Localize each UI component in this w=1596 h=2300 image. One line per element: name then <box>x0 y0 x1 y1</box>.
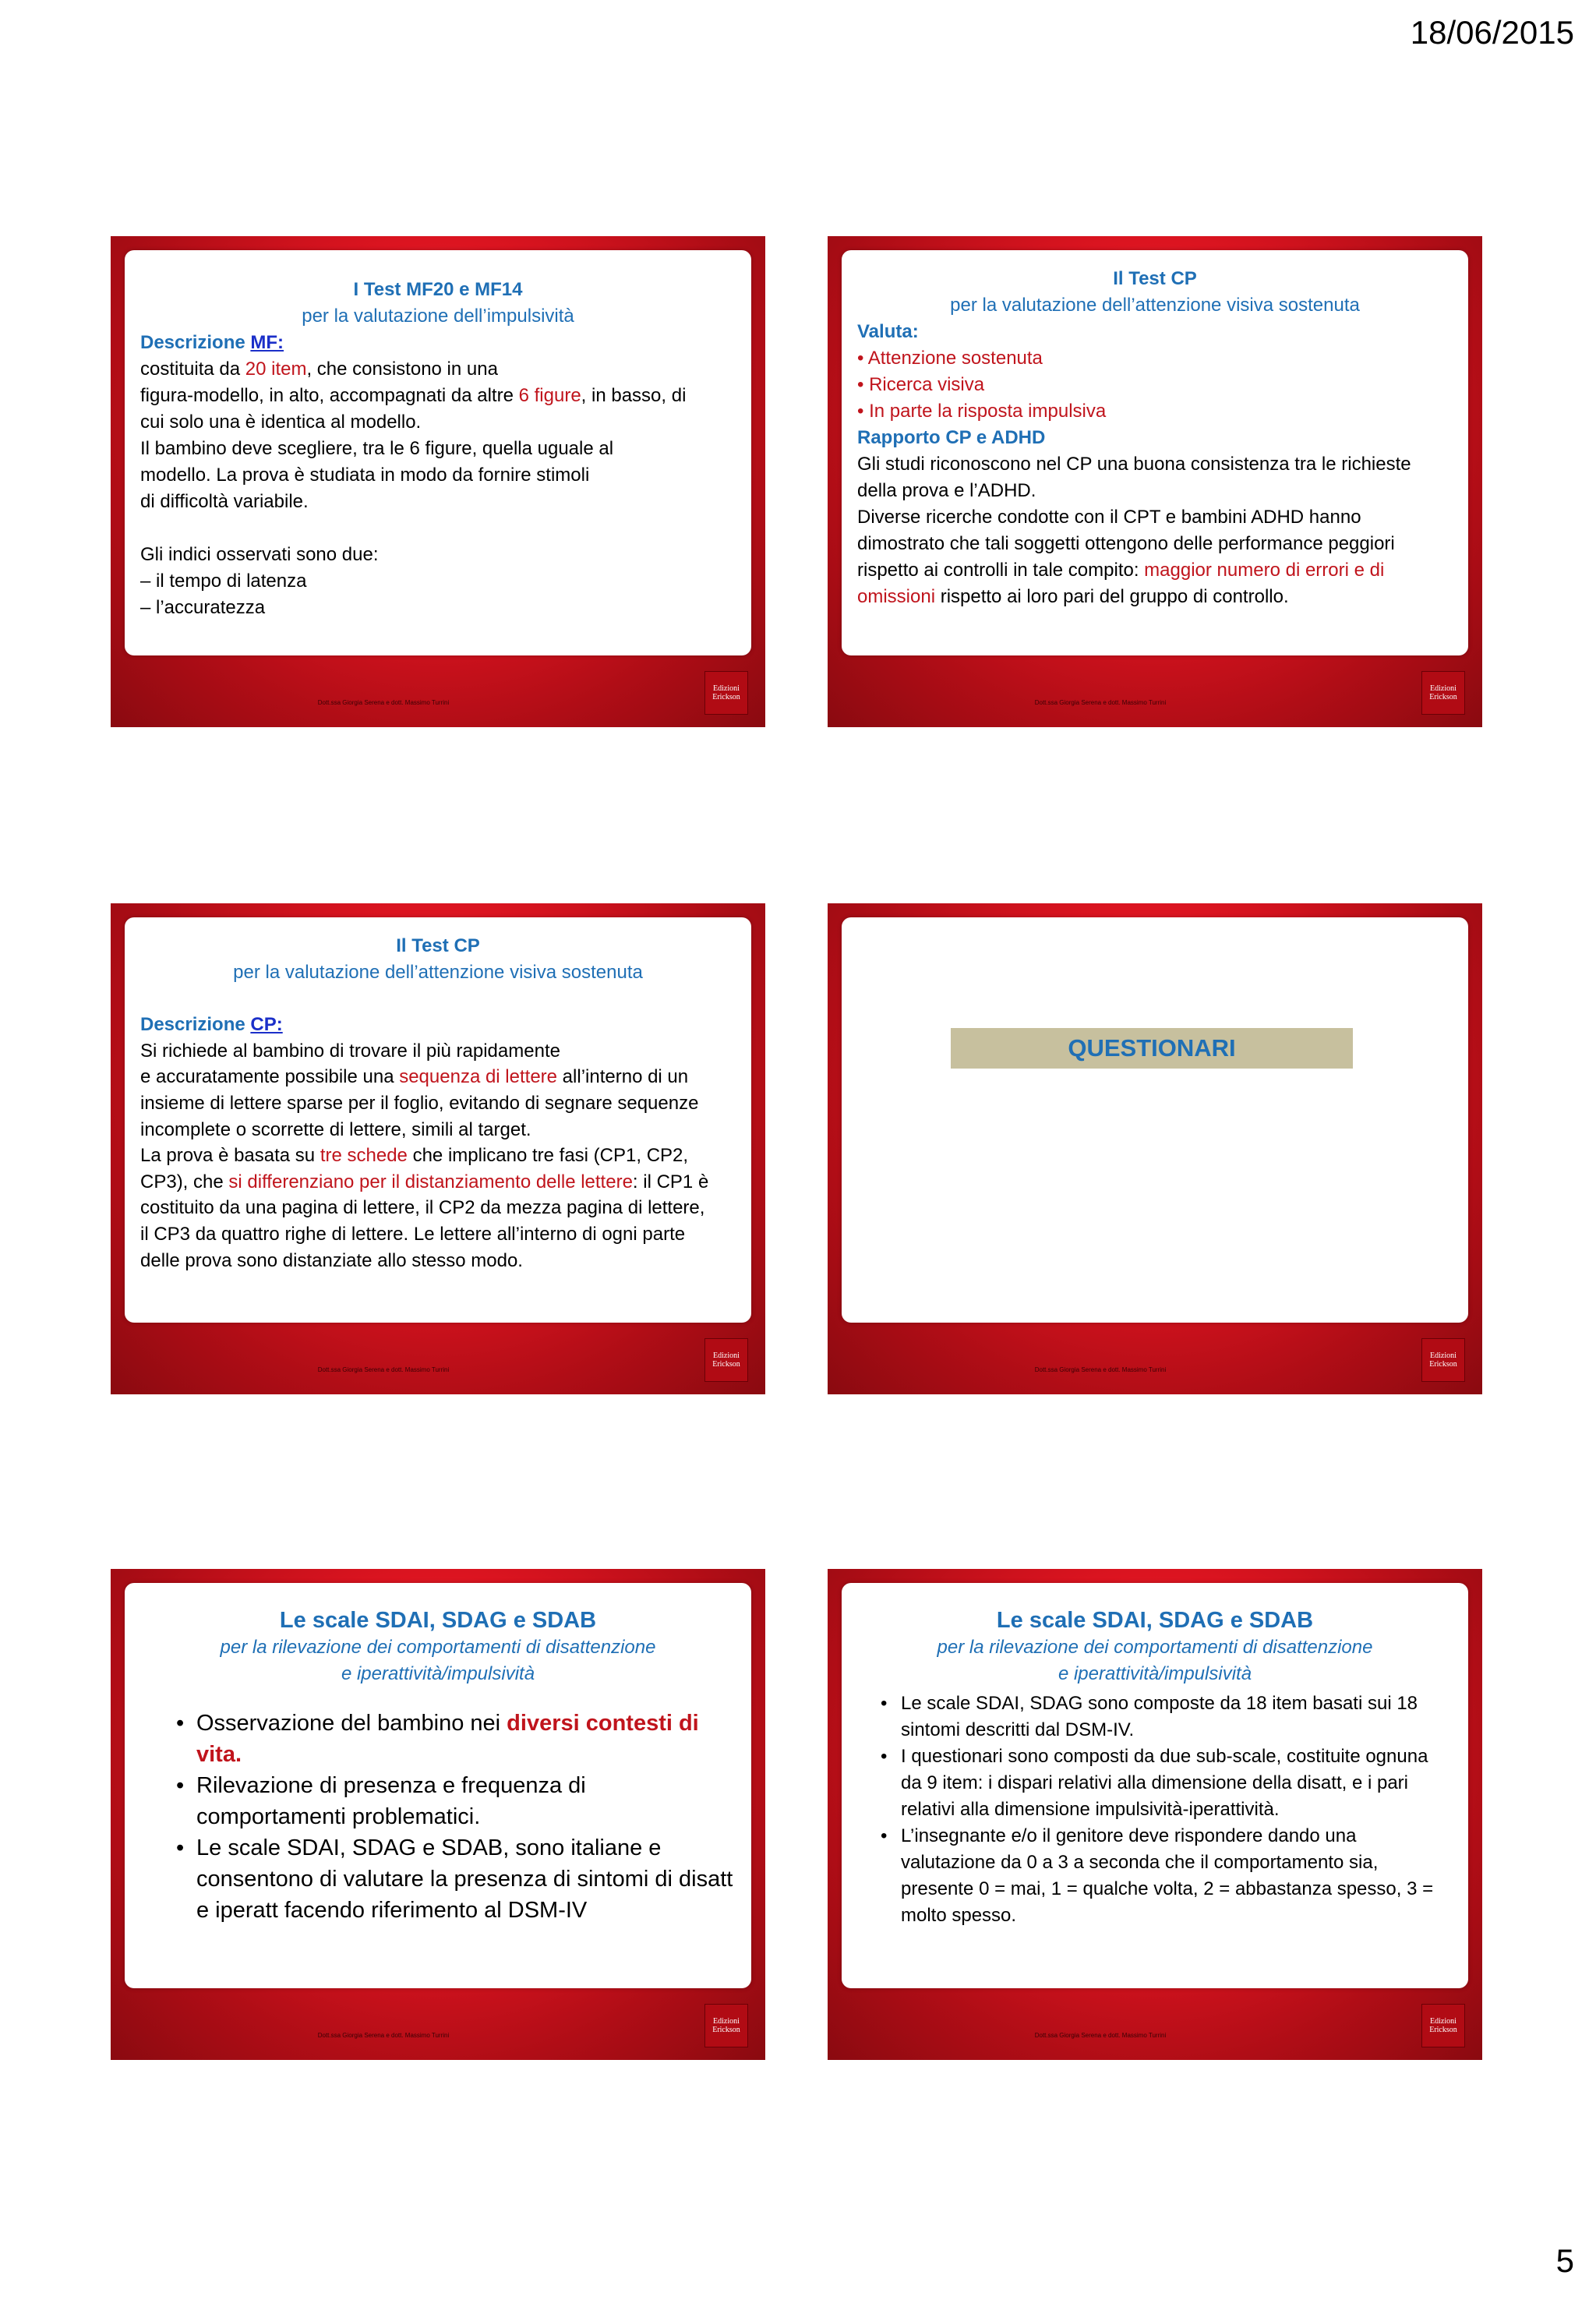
text-line: incomplete o scorrette di lettere, simili al target. <box>140 1118 531 1140</box>
text-line <box>140 1064 736 1090</box>
text-line: Si richiede al bambino di trovare il più rapidamente <box>140 1040 560 1062</box>
slide-subtitle: e iperattività/impulsività <box>341 1663 535 1684</box>
bullet-text: Ricerca visiva <box>869 374 985 395</box>
logo-line: Edizioni <box>713 1351 740 1360</box>
bullet-item: • Ricerca visiva <box>857 374 985 395</box>
valuta-label: Valuta: <box>857 321 919 342</box>
text-line: cui solo una è identica al modello. <box>140 412 422 433</box>
slide-subtitle: per la valutazione dell’impulsività <box>302 306 574 327</box>
text: costituita da <box>140 359 245 380</box>
page-number: 5 <box>1555 2242 1574 2279</box>
text-line: Gli studi riconoscono nel CP una buona consistenza tra le richieste <box>857 454 1411 475</box>
erickson-logo <box>1421 1338 1465 1382</box>
slide-card <box>842 917 1468 1323</box>
logo-line: Erickson <box>712 693 740 701</box>
text-line: di difficoltà variabile. <box>140 491 309 512</box>
text: che implicano tre fasi (CP1, CP2, <box>407 1145 689 1167</box>
page-date: 18/06/2015 <box>1410 14 1574 51</box>
slide-card <box>125 917 751 1323</box>
slide-footer: Dott.ssa Giorgia Serena e dott. Massimo Turrini <box>317 1366 450 1373</box>
logo-line: Edizioni <box>1430 2017 1457 2026</box>
slide-subtitle: per la valutazione dell’attenzione visiva sostenuta <box>950 295 1360 316</box>
slide-questionari <box>828 903 1482 1394</box>
logo-line: Edizioni <box>1430 1351 1457 1360</box>
logo-line: Erickson <box>1429 693 1457 701</box>
text-line <box>140 356 736 383</box>
bullet-item: • Le scale SDAI, SDAG e SDAB, sono italiane e consentono di valutare la presenza di sintomi di disatt e iperatt facendo riferimento al DSM-IV <box>176 1832 736 1926</box>
highlight-text: 20 item <box>245 359 307 380</box>
erickson-logo <box>704 671 748 715</box>
bullet-text: Osservazione del bambino nei <box>196 1711 507 1736</box>
text-line <box>857 557 1453 584</box>
text-line: dimostrato che tali soggetti ottengono delle performance peggiori <box>857 533 1395 554</box>
text: all’interno di un <box>557 1066 689 1088</box>
section-heading: Rapporto CP e ADHD <box>857 427 1046 448</box>
text-line: – l’accuratezza <box>140 597 266 618</box>
slide-title: Le scale SDAI, SDAG e SDAB <box>279 1608 597 1633</box>
slide-card <box>842 250 1468 655</box>
highlight-text: 6 figure <box>518 385 581 406</box>
logo-line: Edizioni <box>1430 684 1457 693</box>
slide-test-cp-valuta <box>828 236 1482 727</box>
text: La prova è basata su <box>140 1145 320 1167</box>
spacer <box>140 515 736 542</box>
slide-body <box>140 1606 736 1926</box>
text-line: modello. La prova è studiata in modo da fornire stimoli <box>140 465 590 486</box>
description-label: Descrizione <box>140 1014 251 1036</box>
slide-title: Le scale SDAI, SDAG e SDAB <box>996 1608 1314 1633</box>
text: , in basso, di <box>581 385 687 406</box>
text: CP3), che <box>140 1171 229 1192</box>
text-line: Il bambino deve scegliere, tra le 6 figure, quella uguale al <box>140 438 614 459</box>
text-line: il CP3 da quattro righe di lettere. Le lettere all’interno di ogni parte <box>140 1223 686 1245</box>
highlight-text: maggior numero di errori e di <box>1144 560 1385 581</box>
logo-line: Erickson <box>712 2026 740 2034</box>
slide-footer: Dott.ssa Giorgia Serena e dott. Massimo Turrini <box>1034 699 1167 706</box>
cp-link[interactable]: CP: <box>250 1014 283 1036</box>
text-line <box>140 1143 736 1169</box>
text-line: costituito da una pagina di lettere, il CP2 da mezza pagina di lettere, <box>140 1197 705 1219</box>
bullet-item: • I questionari sono composti da due sub-scale, costituite ognuna da 9 item: i dispari relativi alla dimensione della disatt, e i pari relativi alla dimensione impulsività-iperattività. <box>881 1744 1453 1823</box>
description-line <box>140 1012 736 1038</box>
text-line <box>140 1169 736 1196</box>
text-line: Diverse ricerche condotte con il CPT e bambini ADHD hanno <box>857 507 1361 528</box>
logo-line: Erickson <box>1429 1360 1457 1369</box>
bullet-item: • L’insegnante e/o il genitore deve rispondere dando una valutazione da 0 a 3 a seconda che il comportamento sia, presente 0 = mai, 1 = qualche volta, 2 = abbastanza spesso, 3 = molto spesso. <box>881 1823 1453 1929</box>
slide-subtitle: per la valutazione dell’attenzione visiva sostenuta <box>233 961 643 983</box>
spacer <box>140 985 736 1012</box>
text-line: insieme di lettere sparse per il foglio, evitando di segnare sequenze <box>140 1092 699 1114</box>
highlight-text: sequenza di lettere <box>399 1066 558 1088</box>
bullet-list <box>881 1691 1453 1929</box>
text: rispetto ai loro pari del gruppo di controllo. <box>935 586 1289 607</box>
slide-footer: Dott.ssa Giorgia Serena e dott. Massimo Turrini <box>1034 2032 1167 2039</box>
logo-line: Erickson <box>712 1360 740 1369</box>
bullet-text: In parte la risposta impulsiva <box>869 401 1107 422</box>
text: , che consistono in una <box>306 359 498 380</box>
slide-subtitle: e iperattività/impulsività <box>1058 1663 1252 1684</box>
questionari-heading: QUESTIONARI <box>951 1028 1353 1069</box>
slide-card <box>842 1583 1468 1988</box>
text-line <box>857 584 1453 610</box>
logo-line: Edizioni <box>713 2017 740 2026</box>
text-line: – il tempo di latenza <box>140 571 307 592</box>
logo-line: Edizioni <box>713 684 740 693</box>
slide-body <box>140 277 736 621</box>
text-line: delle prova sono distanziate allo stesso modo. <box>140 1249 523 1271</box>
slide-test-cp-descrizione <box>111 903 765 1394</box>
slide-body <box>140 933 736 1274</box>
logo-line: Erickson <box>1429 2026 1457 2034</box>
highlight-text: diversi contesti di vita. <box>196 1711 699 1767</box>
bullet-item: • Attenzione sostenuta <box>857 348 1043 369</box>
slide-card <box>125 250 751 655</box>
slide-card <box>125 1583 751 1988</box>
slide-footer: Dott.ssa Giorgia Serena e dott. Massimo Turrini <box>317 2032 450 2039</box>
text: e accuratamente possibile una <box>140 1066 400 1088</box>
slide-subtitle: per la rilevazione dei comportamenti di disattenzione <box>220 1637 656 1658</box>
bullet-text: Attenzione sostenuta <box>867 348 1043 369</box>
text: figura-modello, in alto, accompagnati da altre <box>140 385 519 406</box>
bullet-item: • Le scale SDAI, SDAG sono composte da 18 item basati sui 18 sintomi descritti dal DSM-IV. <box>881 1691 1453 1744</box>
bullet-item: • Rilevazione di presenza e frequenza di comportamenti problematici. <box>176 1770 736 1832</box>
text-line <box>140 383 736 409</box>
slide-title: Il Test CP <box>1113 268 1197 289</box>
text: rispetto ai controlli in tale compito: <box>857 560 1145 581</box>
slide-scale-sdai-overview <box>111 1569 765 2060</box>
slide-body <box>857 266 1453 610</box>
text: : il CP1 è <box>632 1171 709 1192</box>
slide-title: I Test MF20 e MF14 <box>353 279 523 300</box>
highlight-text: si differenziano per il distanziamento delle lettere <box>228 1171 633 1192</box>
highlight-text: tre schede <box>320 1145 408 1167</box>
erickson-logo <box>1421 2004 1465 2047</box>
bullet-item: • In parte la risposta impulsiva <box>857 401 1107 422</box>
slide-title: Il Test CP <box>396 935 480 956</box>
bullet-list <box>176 1708 736 1926</box>
erickson-logo <box>704 1338 748 1382</box>
slide-footer: Dott.ssa Giorgia Serena e dott. Massimo Turrini <box>1034 1366 1167 1373</box>
slide-mf20-mf14 <box>111 236 765 727</box>
erickson-logo <box>1421 671 1465 715</box>
highlight-text: omissioni <box>857 586 936 607</box>
text-line: Gli indici osservati sono due: <box>140 544 379 565</box>
mf-link[interactable]: MF: <box>250 332 284 353</box>
erickson-logo <box>704 2004 748 2047</box>
text-line: della prova e l’ADHD. <box>857 480 1036 501</box>
slide-footer: Dott.ssa Giorgia Serena e dott. Massimo Turrini <box>317 699 450 706</box>
slide-subtitle: per la rilevazione dei comportamenti di disattenzione <box>937 1637 1373 1658</box>
slide-scale-sdai-detail <box>828 1569 1482 2060</box>
bullet-item <box>176 1708 736 1770</box>
description-line <box>140 330 736 356</box>
slide-body <box>857 1606 1453 1929</box>
description-label: Descrizione <box>140 332 251 353</box>
